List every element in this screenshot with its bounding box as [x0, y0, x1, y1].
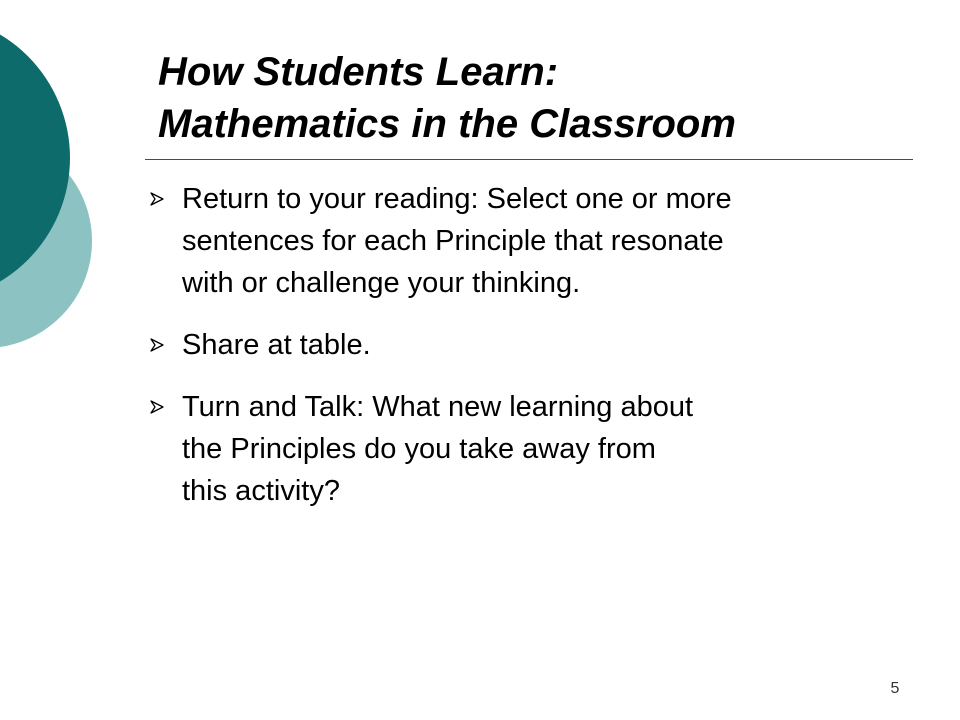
bullet-text-line: Turn and Talk: What new learning about	[182, 391, 694, 423]
slide-title-line: How Students Learn:	[158, 50, 559, 94]
bullet-text-line: sentences for each Principle that resonate	[182, 225, 724, 257]
bullet-text-line: Share at table.	[182, 329, 371, 361]
arrowhead-bullet-icon	[150, 338, 164, 352]
bullet-item	[144, 178, 914, 304]
bullet-list	[144, 178, 914, 512]
bullet-text-line: with or challenge your thinking.	[182, 267, 581, 299]
slide-title-line: Mathematics in the Classroom	[158, 102, 736, 146]
bullet-item	[144, 386, 914, 512]
bullet-item	[144, 324, 914, 366]
arrowhead-bullet-icon	[150, 400, 164, 414]
bullet-text-line: this activity?	[182, 475, 340, 507]
bullet-text-line: Return to your reading: Select one or more	[182, 183, 732, 215]
bullet-text-line: the Principles do you take away from	[182, 433, 656, 465]
title-divider	[145, 159, 913, 160]
page-number: 5	[890, 680, 900, 697]
slide-title	[158, 46, 736, 150]
arrowhead-bullet-icon	[150, 192, 164, 206]
